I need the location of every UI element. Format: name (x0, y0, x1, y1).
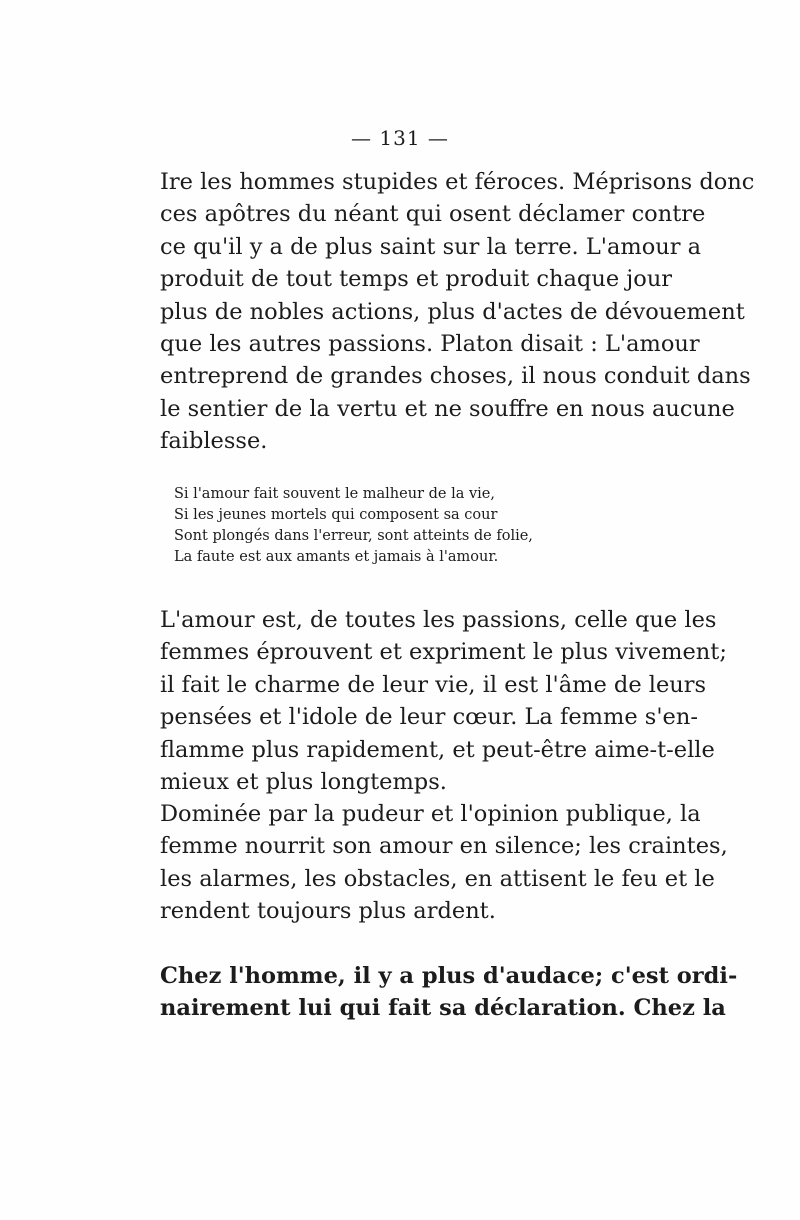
text-line: que les autres passions. Platon disait : L'amour (160, 330, 700, 357)
verse-line: Si l'amour fait souvent le malheur de la vie, (174, 486, 495, 502)
text-line: produit de tout temps et produit chaque jour (160, 266, 673, 293)
text-line: faiblesse. (160, 428, 268, 455)
text-line: entreprend de grandes choses, il nous conduit dans (160, 363, 751, 390)
text-line: Chez l'homme, il y a plus d'audace; c'est ordi- (160, 963, 738, 989)
text-line: plus de nobles actions, plus d'actes de dévouement (160, 298, 745, 325)
text-line: mieux et plus longtemps. (160, 768, 447, 795)
verse-quote (174, 484, 534, 568)
paragraph-1 (160, 166, 755, 458)
verse-line: Sont plongés dans l'erreur, sont atteints de folie, (174, 528, 533, 544)
paragraph-4 (160, 960, 738, 1025)
text-line: il fait le charme de leur vie, il est l'âme de leurs (160, 671, 707, 698)
text-line: nairement lui qui fait sa déclaration. Chez la (160, 995, 726, 1022)
text-line: les alarmes, les obstacles, en attisent le feu et le (160, 865, 715, 892)
verse-line: Si les jeunes mortels qui composent sa cour (174, 507, 498, 523)
text-line: pensées et l'idole de leur cœur. La femme s'en- (160, 704, 698, 731)
verse-line: La faute est aux amants et jamais à l'amour. (174, 549, 499, 565)
text-line: ces apôtres du néant qui osent déclamer contre (160, 201, 706, 228)
text-line: femme nourrit son amour en silence; les craintes, (160, 833, 728, 860)
text-line: L'amour est, de toutes les passions, celle que les (160, 607, 717, 633)
paragraph-3 (160, 798, 728, 928)
page-number: — 131 — (351, 126, 449, 150)
text-line: femmes éprouvent et expriment le plus vivement; (160, 639, 727, 666)
text-line: flamme plus rapidement, et peut-être aime-t-elle (160, 736, 715, 763)
paragraph-2 (160, 604, 727, 798)
text-line: ce qu'il y a de plus saint sur la terre. L'amour a (160, 233, 702, 260)
text-line: le sentier de la vertu et ne souffre en nous aucune (160, 395, 735, 422)
text-line: rendent toujours plus ardent. (160, 898, 496, 925)
text-line: Ire les hommes stupides et féroces. Méprisons donc (160, 169, 755, 195)
text-line: Dominée par la pudeur et l'opinion publique, la (160, 801, 701, 827)
